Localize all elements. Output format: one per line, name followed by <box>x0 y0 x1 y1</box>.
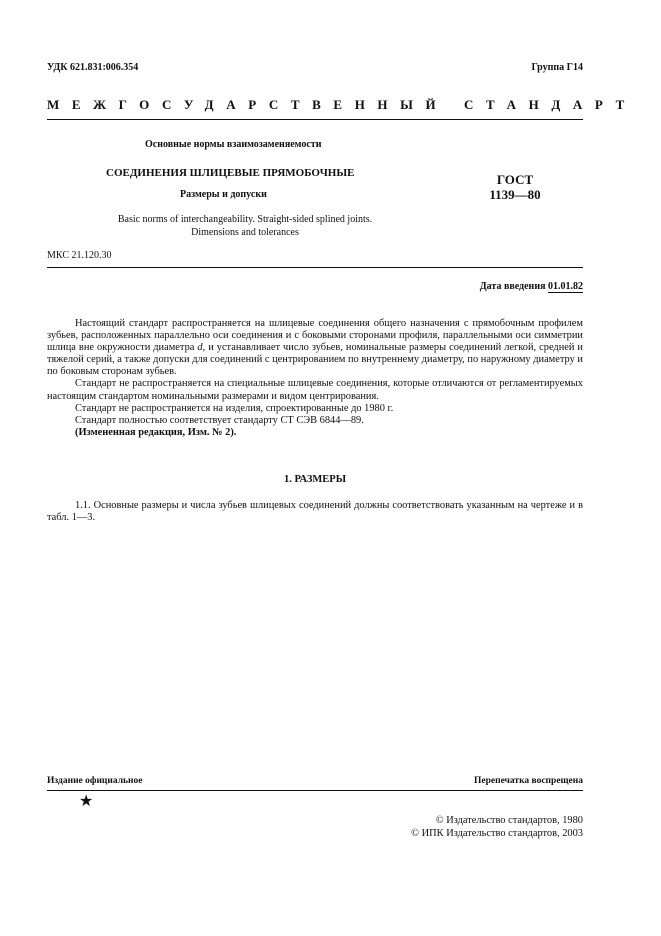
copyright-line1: © Издательство стандартов, 1980 <box>435 815 583 826</box>
document-subtitle: Размеры и допуски <box>180 189 267 200</box>
diameter-symbol: d <box>197 342 203 354</box>
group-code: Группа Г14 <box>531 62 583 73</box>
section-text <box>47 500 583 524</box>
official-edition-label: Издание официальное <box>47 776 143 786</box>
gost-label: ГОСТ <box>496 172 534 187</box>
document-title: СОЕДИНЕНИЯ ШЛИЦЕВЫЕ ПРЯМОБОЧНЫЕ <box>106 167 355 179</box>
intro-date <box>480 281 583 292</box>
reprint-prohibited-label: Перепечатка воспрещена <box>473 776 583 786</box>
english-title <box>100 213 390 239</box>
footer-divider <box>47 790 583 791</box>
paragraph-designed-before: Стандарт не распространяется на изделия, спроектированные до 1980 г. <box>75 402 394 414</box>
paragraph-scope-part1: Настоящий стандарт распространяется на шлицевые соединения общего назначения с прямобочным профилем зубьев, расположенных параллельно оси соединения и с боковыми сторонами профиля, параллельными оси симметрии шлица вне окружности диаметра <box>47 318 583 354</box>
clause-1-1: 1.1. Основные размеры и числа зубьев шлицевых соединений должны соответствовать указанным на чертеже и в табл. 1—3. <box>47 500 583 524</box>
section-heading: 1. РАЗМЕРЫ <box>283 474 347 485</box>
basic-norms-heading: Основные нормы взаимозаменяемости <box>145 139 322 150</box>
paragraph-scope-part2: , и устанавливает число зубьев, номинальные размеры соединений легкой, средней и тяжелой серий, а также допуски для соединений с центрированием по внутреннему диаметру, по наружному диаметру и по боковым сторонам зубьев. <box>47 342 583 378</box>
paragraph-special: Стандарт не распространяется на специальные шлицевые соединения, которые отличаются от регламентируемых настоящим стандартом номинальными размерами и видом центрирования. <box>47 378 583 402</box>
english-title-line2: Dimensions and tolerances <box>191 227 299 238</box>
intro-date-label: Дата введения <box>479 281 546 292</box>
mks-code: МКС 21.120.30 <box>47 250 112 261</box>
interstate-standard-banner: МЕЖГОСУДАРСТВЕННЫЙ СТАНДАРТ <box>47 97 637 112</box>
gost-number: 1139—80 <box>489 187 541 202</box>
udk-code: УДК 621.831:006.354 <box>47 62 139 73</box>
middle-divider <box>47 267 583 268</box>
copyright-block <box>411 814 583 840</box>
paragraph-scope <box>47 318 583 378</box>
intro-date-value: 01.01.82 <box>548 281 583 292</box>
amendment-note: (Измененная редакция, Изм. № 2). <box>75 426 237 438</box>
star-icon: ★ <box>79 793 94 810</box>
gost-designation <box>470 172 560 202</box>
copyright-line2: © ИПК Издательство стандартов, 2003 <box>411 828 583 839</box>
english-title-line1: Basic norms of interchangeability. Straight-sided splined joints. <box>117 214 373 225</box>
body-text <box>47 318 583 439</box>
top-divider <box>47 119 583 120</box>
paragraph-compliance: Стандарт полностью соответствует стандарту СТ СЭВ 6844—89. <box>75 414 364 426</box>
